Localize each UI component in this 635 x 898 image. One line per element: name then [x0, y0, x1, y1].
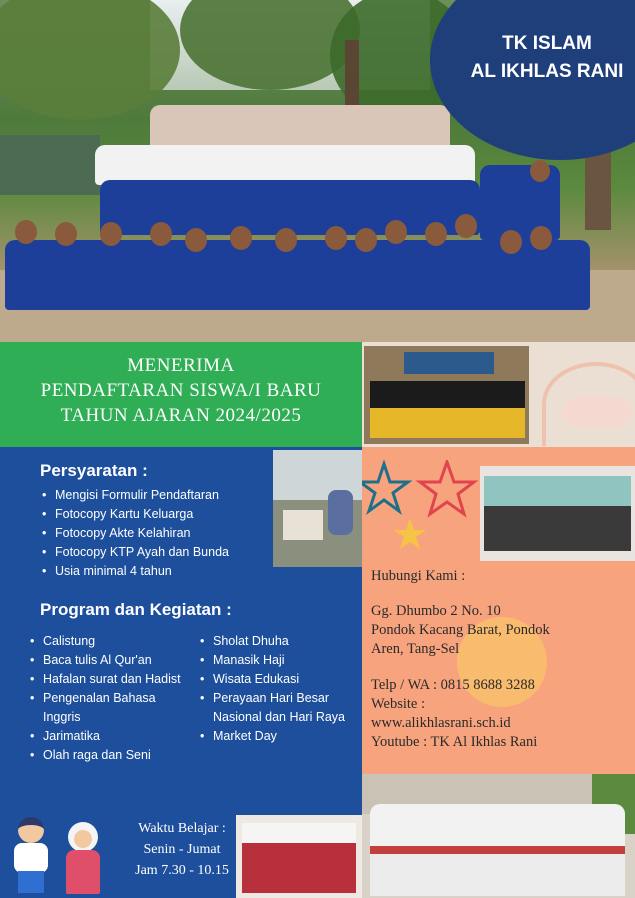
manasik-group-photo — [362, 774, 635, 898]
star-icon — [362, 464, 408, 511]
graduates-row — [370, 381, 525, 411]
graduates-sash — [370, 408, 525, 438]
student-head — [15, 220, 37, 244]
student-head — [355, 228, 377, 252]
girls-hijab-row — [95, 145, 475, 185]
students-red-photo — [236, 815, 362, 898]
schedule-label: Waktu Belajar : — [138, 821, 226, 836]
red-uniform-row — [242, 843, 356, 893]
classroom-table — [283, 510, 323, 540]
program-item: • Sholat Dhuha — [200, 632, 360, 651]
banner-line-3: TAHUN AJARAN 2024/2025 — [60, 405, 302, 426]
requirement-item: • Fotocopy Akte Kelahiran — [42, 524, 272, 543]
student-head — [530, 160, 550, 182]
programs-title: Program dan Kegiatan : — [40, 600, 232, 619]
student-head — [325, 226, 347, 250]
teachers-row — [150, 105, 450, 150]
student-head — [55, 222, 77, 246]
student-head — [500, 230, 522, 254]
requirements-title: Persyaratan : — [40, 461, 148, 480]
youtube-channel[interactable]: Youtube : TK Al Ikhlas Rani — [371, 734, 538, 750]
requirement-item: • Usia minimal 4 tahun — [42, 562, 272, 581]
decorative-stars — [362, 460, 482, 560]
program-item: • Baca tulis Al Qur'an — [30, 651, 195, 670]
student-head — [455, 214, 477, 238]
costume-row-top — [484, 476, 631, 506]
requirement-item: • Fotocopy Kartu Keluarga — [42, 505, 272, 524]
girl-dress — [66, 850, 100, 894]
student-head — [425, 222, 447, 246]
tree-left — [0, 0, 180, 120]
red-accent — [370, 846, 625, 854]
tree-trunk-right — [585, 150, 611, 230]
programs-list-left — [30, 632, 195, 765]
costume-row-front — [484, 506, 631, 551]
girl-face — [74, 830, 92, 848]
website-label: Website : — [371, 696, 425, 712]
student-head — [385, 220, 407, 244]
program-item: • Perayaan Hari Besar Nasional dan Hari Raya — [200, 689, 360, 727]
boy-cartoon-icon — [6, 815, 56, 895]
schedule-hours: Jam 7.30 - 10.15 — [135, 863, 229, 878]
student-head — [230, 226, 252, 250]
costume-photo — [480, 466, 635, 561]
star-icon — [420, 462, 474, 514]
requirements-list — [42, 486, 272, 581]
boy-pants — [18, 871, 44, 893]
child-figure — [328, 490, 353, 535]
banner-line-1: MENERIMA — [127, 355, 235, 376]
banner-line-2: PENDAFTARAN SISWA/I BARU — [40, 380, 322, 401]
graduation-photo — [364, 346, 529, 444]
program-item: • Calistung — [30, 632, 195, 651]
white-clothes-row — [370, 804, 625, 849]
student-head — [100, 222, 122, 246]
hijab-row — [242, 823, 356, 845]
admission-banner — [0, 342, 362, 447]
program-item: • Hafalan surat dan Hadist — [30, 670, 195, 689]
pond — [0, 135, 100, 195]
cloud-icon — [562, 397, 632, 427]
contact-phone: Telp / WA : 0815 8688 3288 — [371, 677, 535, 693]
program-item: • Market Day — [200, 727, 360, 746]
star-icon — [394, 518, 426, 549]
program-item: • Manasik Haji — [200, 651, 360, 670]
program-item: • Wisata Edukasi — [200, 670, 360, 689]
requirement-item: • Fotocopy KTP Ayah dan Bunda — [42, 543, 272, 562]
boy-head — [18, 817, 44, 843]
address-line-2: Pondok Kacang Barat, Pondok — [371, 622, 550, 638]
classroom-photo — [273, 450, 362, 567]
student-head — [185, 228, 207, 252]
schedule-days: Senin - Jumat — [143, 842, 221, 857]
schedule-block — [112, 818, 252, 881]
requirement-item: • Mengisi Formulir Pendaftaran — [42, 486, 272, 505]
address-line-3: Aren, Tang-Sel — [371, 641, 460, 657]
contact-details — [371, 676, 631, 752]
contact-address — [371, 602, 631, 659]
student-head — [530, 226, 552, 250]
program-item: • Olah raga dan Seni — [30, 746, 195, 765]
address-line-1: Gg. Dhumbo 2 No. 10 — [371, 603, 501, 619]
website-link[interactable]: www.alikhlasrani.sch.id — [371, 715, 511, 731]
boy-shirt — [14, 843, 48, 873]
student-head — [275, 228, 297, 252]
girl-cartoon-icon — [58, 820, 108, 895]
contact-heading: Hubungi Kami : — [371, 568, 466, 584]
school-name-line1: TK ISLAM — [502, 33, 592, 54]
program-item: • Jarimatika — [30, 727, 195, 746]
programs-list-right — [200, 632, 360, 746]
graduation-backdrop — [404, 352, 494, 374]
school-name — [462, 30, 632, 86]
school-name-line2: AL IKHLAS RANI — [470, 61, 624, 82]
graduation-photo-area — [362, 342, 635, 447]
program-item: • Pengenalan Bahasa Inggris — [30, 689, 195, 727]
student-head — [150, 222, 172, 246]
